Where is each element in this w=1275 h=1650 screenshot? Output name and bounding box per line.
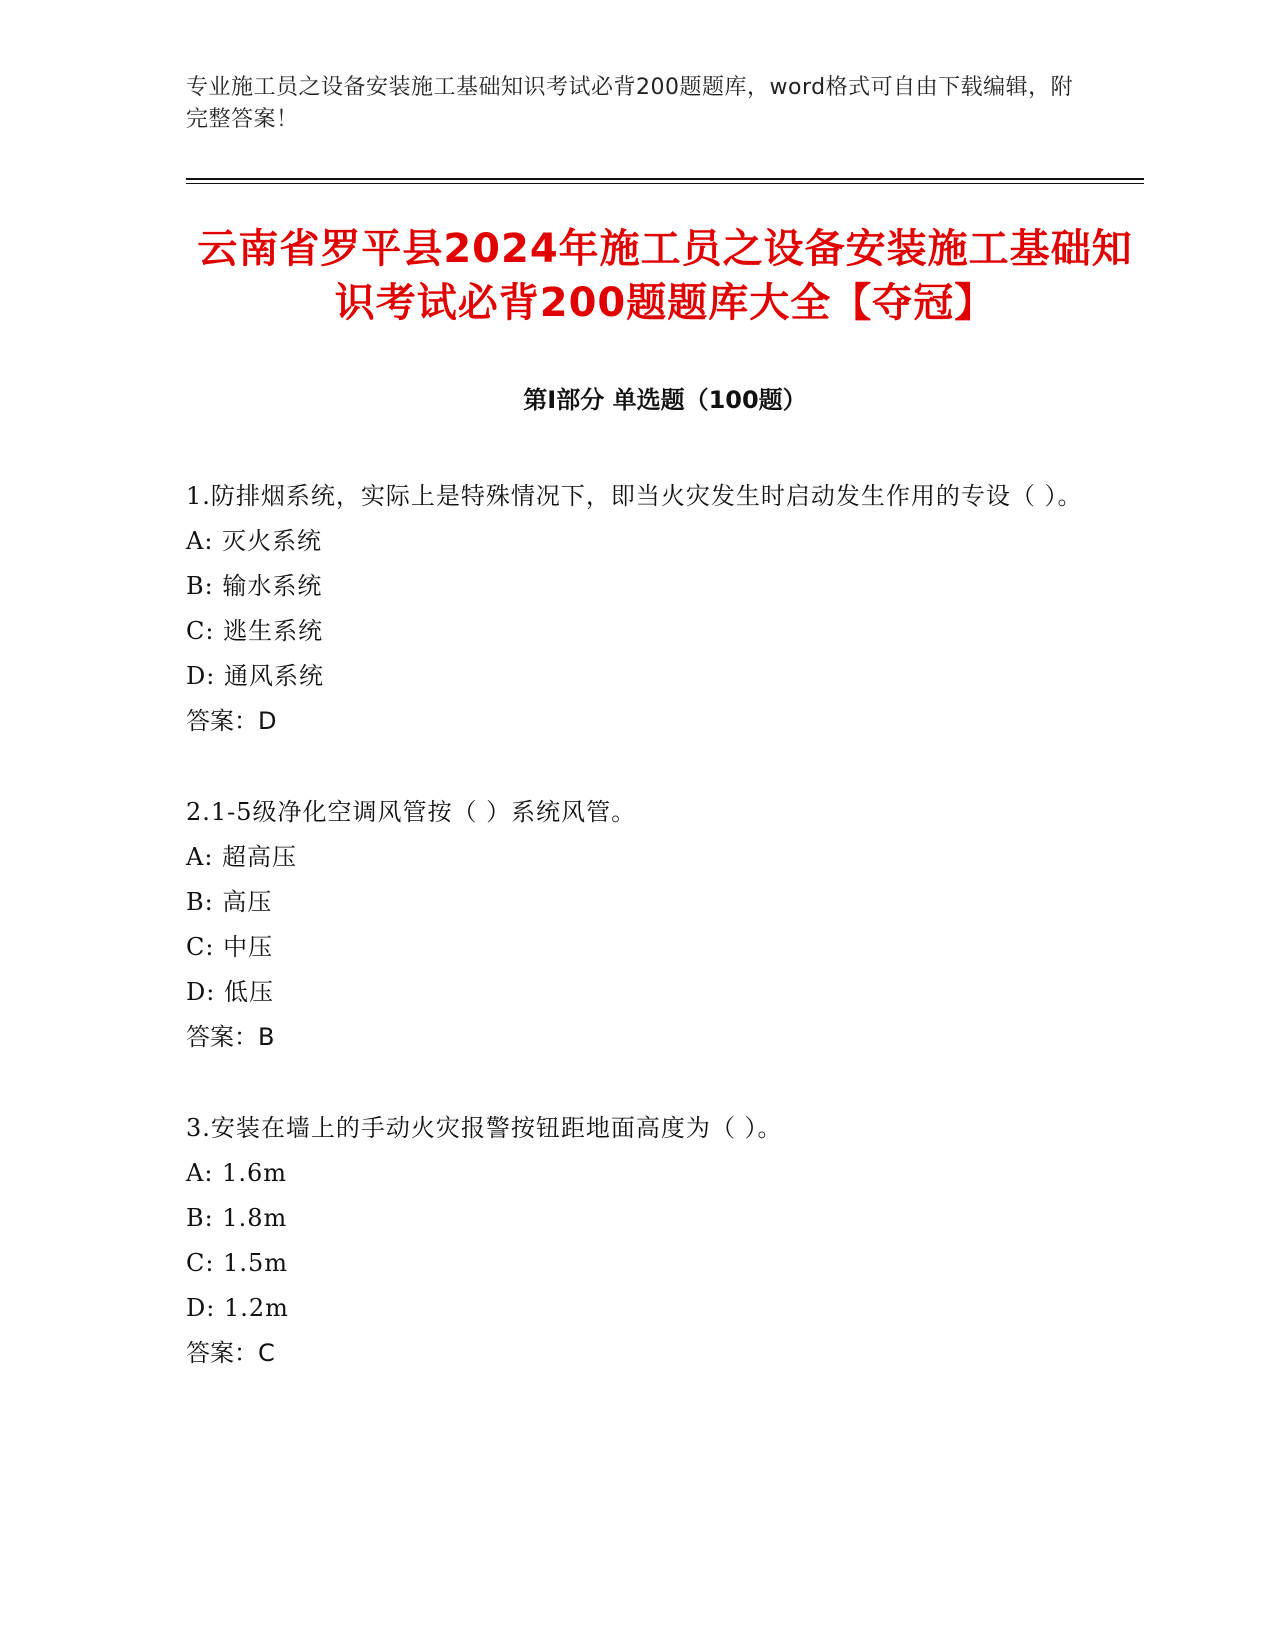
- answer-line: 答案：B: [186, 1023, 275, 1051]
- question-1: [186, 474, 1086, 744]
- option-a: A: 灭火系统: [186, 527, 323, 555]
- option-d: D: 通风系统: [186, 662, 324, 690]
- question-2: [186, 790, 1086, 1060]
- question-3: [186, 1106, 1086, 1376]
- header-divider-thin: [186, 183, 1144, 184]
- option-b: B: 1.8m: [186, 1204, 288, 1232]
- question-list: [186, 474, 1086, 1422]
- section-title: 第I部分 单选题（100题）: [523, 386, 807, 414]
- header-divider-thick: [186, 178, 1144, 180]
- option-b: B: 高压: [186, 888, 273, 916]
- option-b: B: 输水系统: [186, 572, 323, 600]
- answer-line: 答案：C: [186, 1339, 275, 1367]
- option-a: A: 超高压: [186, 843, 298, 871]
- answer-line: 答案：D: [186, 707, 277, 735]
- document-title: 云南省罗平县2024年施工员之设备安装施工基础知识考试必背200题题库大全【夺冠】: [197, 226, 1133, 326]
- option-c: C: 中压: [186, 933, 274, 961]
- question-text: 3.安装在墙上的手动火灾报警按钮距地面高度为（ ）。: [186, 1114, 783, 1142]
- header-note: 专业施工员之设备安装施工基础知识考试必背200题题库，word格式可自由下载编辑，附完整答案！: [186, 75, 1074, 132]
- option-d: D: 低压: [186, 978, 274, 1006]
- option-c: C: 逃生系统: [186, 617, 324, 645]
- option-d: D: 1.2m: [186, 1294, 289, 1322]
- option-c: C: 1.5m: [186, 1249, 289, 1277]
- question-text: 2.1-5级净化空调风管按（ ）系统风管。: [186, 798, 637, 826]
- option-a: A: 1.6m: [186, 1159, 287, 1187]
- question-text: 1.防排烟系统，实际上是特殊情况下，即当火灾发生时启动发生作用的专设（ ）。: [186, 482, 1083, 510]
